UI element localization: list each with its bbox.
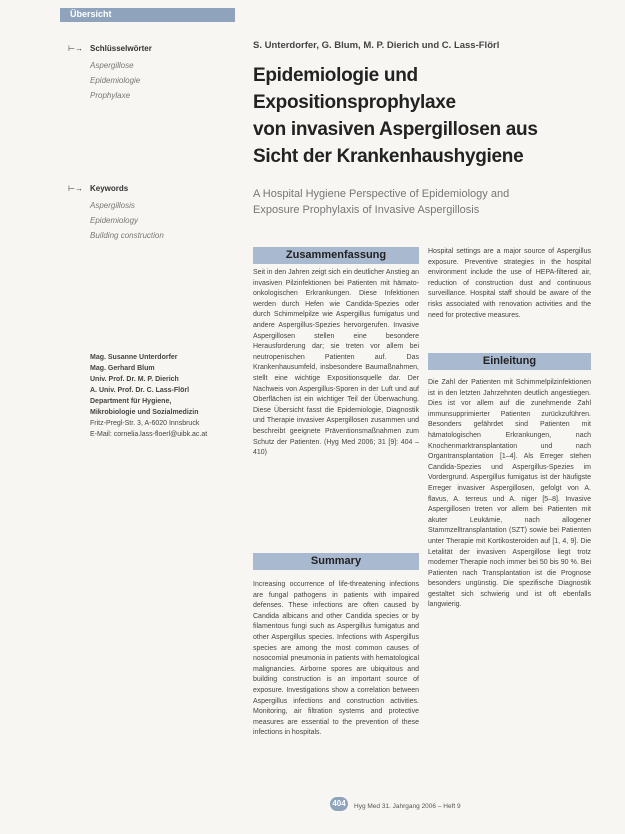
keywords-en-box xyxy=(68,184,164,243)
summary-heading: Summary xyxy=(253,553,419,570)
keyword-item: Prophylaxe xyxy=(90,91,131,100)
article-subtitle xyxy=(253,186,613,218)
section-tag xyxy=(60,8,235,22)
einleitung-text: Die Zahl der Patienten mit Schimmelpilzinfektionen ist in den letzten Jahrzehnten deutlich angestiegen. Dies ist vor allem auf die zunehmende Zahl immunsupprimierter Patienten zurückzuführen. Besonders gefährdet sind Patienten mit hämatologischen Erkrankungen, nach Knochenmarktransplantation und nach Organtransplantation [1–4]. Als Erreger stehen Candida-Spezies und Aspergillus-Spezies im Vordergrund. Aspergillus fumigatus ist der häufigste Erreger invasiver Aspergillosen, gefolgt von A. flavus, A. terreus und A. niger [5–8]. Invasive Aspergillosen treten vor allem bei Patienten mit akuter Leukämie, nach allogener Stammzelltransplantation (SZT) sowie bei Patienten unter Therapie mit Kortikosteroiden auf [1, 4, 9]. Die Letalität der invasiven Aspergillose liegt trotz moderner Therapie noch immer bei 50 bis 90 %. Bei Patienten nach Transplantation ist die Prognose besonders ungünstig. Die spezifische Diagnostik gestaltet sich schwierig und ist oft ebenfalls langwierig. xyxy=(428,379,591,609)
author-name: Mag. Susanne Unterdorfer xyxy=(90,354,178,361)
address-line: Fritz-Pregl-Str. 3, A-6020 Innsbruck xyxy=(90,420,200,427)
section-tag-label: Übersicht xyxy=(70,9,112,19)
author-name: Univ. Prof. Dr. M. P. Dierich xyxy=(90,376,179,383)
summary-text: Increasing occurrence of life-threatening infections are fungal pathogens in patients with impaired defenses. These infections are often caused by Candida albicans and other Candida species or by filamentous fungi such as Aspergillus fumigatus and other Aspergillus species. Infections with Aspergillus species are among the most common causes of nosocomial pneumonia in patients with hematological malignancies. Airborne spores are ubiquitous and building construction is an important source of exposure. Investigations show a correlation between Aspergillus infections and construction activities. Monitoring, air filtration systems and protective measures are essential to the prevention of these infections in hospitals. xyxy=(253,581,419,737)
keyword-item: Aspergillose xyxy=(90,61,134,70)
arrow-icon: ⊢→ xyxy=(68,44,83,53)
department-line: Department für Hygiene, xyxy=(90,398,172,405)
title-line: von invasiven Aspergillosen aus xyxy=(253,119,538,140)
title-line: Sicht der Krankenhaushygiene xyxy=(253,146,524,167)
keywords-de-box xyxy=(68,44,152,103)
author-name: A. Univ. Prof. Dr. C. Lass-Flörl xyxy=(90,387,190,394)
page-number: 404 xyxy=(330,797,348,811)
keywords-de-heading: Schlüsselwörter xyxy=(90,44,152,53)
author-line: S. Unterdorfer, G. Blum, M. P. Dierich und C. Lass-Flörl xyxy=(253,40,500,51)
keyword-item: Epidemiologie xyxy=(90,76,141,85)
email-line: E-Mail: cornelia.lass-floerl@uibk.ac.at xyxy=(90,431,208,438)
department-line: Mikrobiologie und Sozialmedizin xyxy=(90,409,199,416)
title-line: Epidemiologie und xyxy=(253,65,418,86)
zusammenfassung-heading: Zusammenfassung xyxy=(253,247,419,264)
keyword-item: Epidemiology xyxy=(90,216,139,225)
keyword-item: Building construction xyxy=(90,231,164,240)
author-affiliation xyxy=(90,352,207,440)
arrow-icon: ⊢→ xyxy=(68,184,83,193)
keywords-en-heading: Keywords xyxy=(90,184,129,193)
article-title xyxy=(253,62,603,170)
keyword-item: Aspergillosis xyxy=(90,201,135,210)
intro-text: Hospital settings are a major source of Aspergillus exposure. Preventive strategies in the hospital environment include the use of HEPA-filtered air, reduction of construction dust and continuous surveillance. Hospital staff should be aware of the risks associated with renovation activities and the need for protective measures. xyxy=(428,248,591,319)
title-line: Expositionsprophylaxe xyxy=(253,92,456,113)
zusammenfassung-text: Seit in den Jahren zeigt sich ein deutlicher Anstieg an invasiven Pilzinfektionen bei Patienten mit hämato-onkologischen Erkrankungen. Diese Infektionen werden durch Hefen wie Candida-Spezies oder durch Schimmelpilze wie Aspergillus fumigatus und andere Aspergillus-Spezies hervorgerufen. Invasive Aspergillosen stellen eine besondere Herausforderung dar; sie treten vor allem bei neutropenischen Patienten auf. Das Krankenhausumfeld, insbesondere Baumaßnahmen, stellt eine wichtige Expositionsquelle dar. Der Nachweis von Aspergillus-Sporen in der Luft und auf Oberflächen ist ein wichtiger Teil der Überwachung. Diese Übersicht fasst die Epidemiologie, Diagnostik und Therapie invasiver Aspergillosen zusammen und beschreibt geeignete Präventionsmaßnahmen zum Schutz der Patienten. (Hyg Med 2006; 31 [9]: 404 – 410) xyxy=(253,269,419,457)
einleitung-heading: Einleitung xyxy=(428,353,591,370)
author-name: Mag. Gerhard Blum xyxy=(90,365,155,372)
subtitle-line: A Hospital Hygiene Perspective of Epidemiology and xyxy=(253,188,510,200)
journal-reference: Hyg Med 31. Jahrgang 2006 – Heft 9 xyxy=(354,803,461,810)
subtitle-line: Exposure Prophylaxis of Invasive Aspergillosis xyxy=(253,204,480,216)
